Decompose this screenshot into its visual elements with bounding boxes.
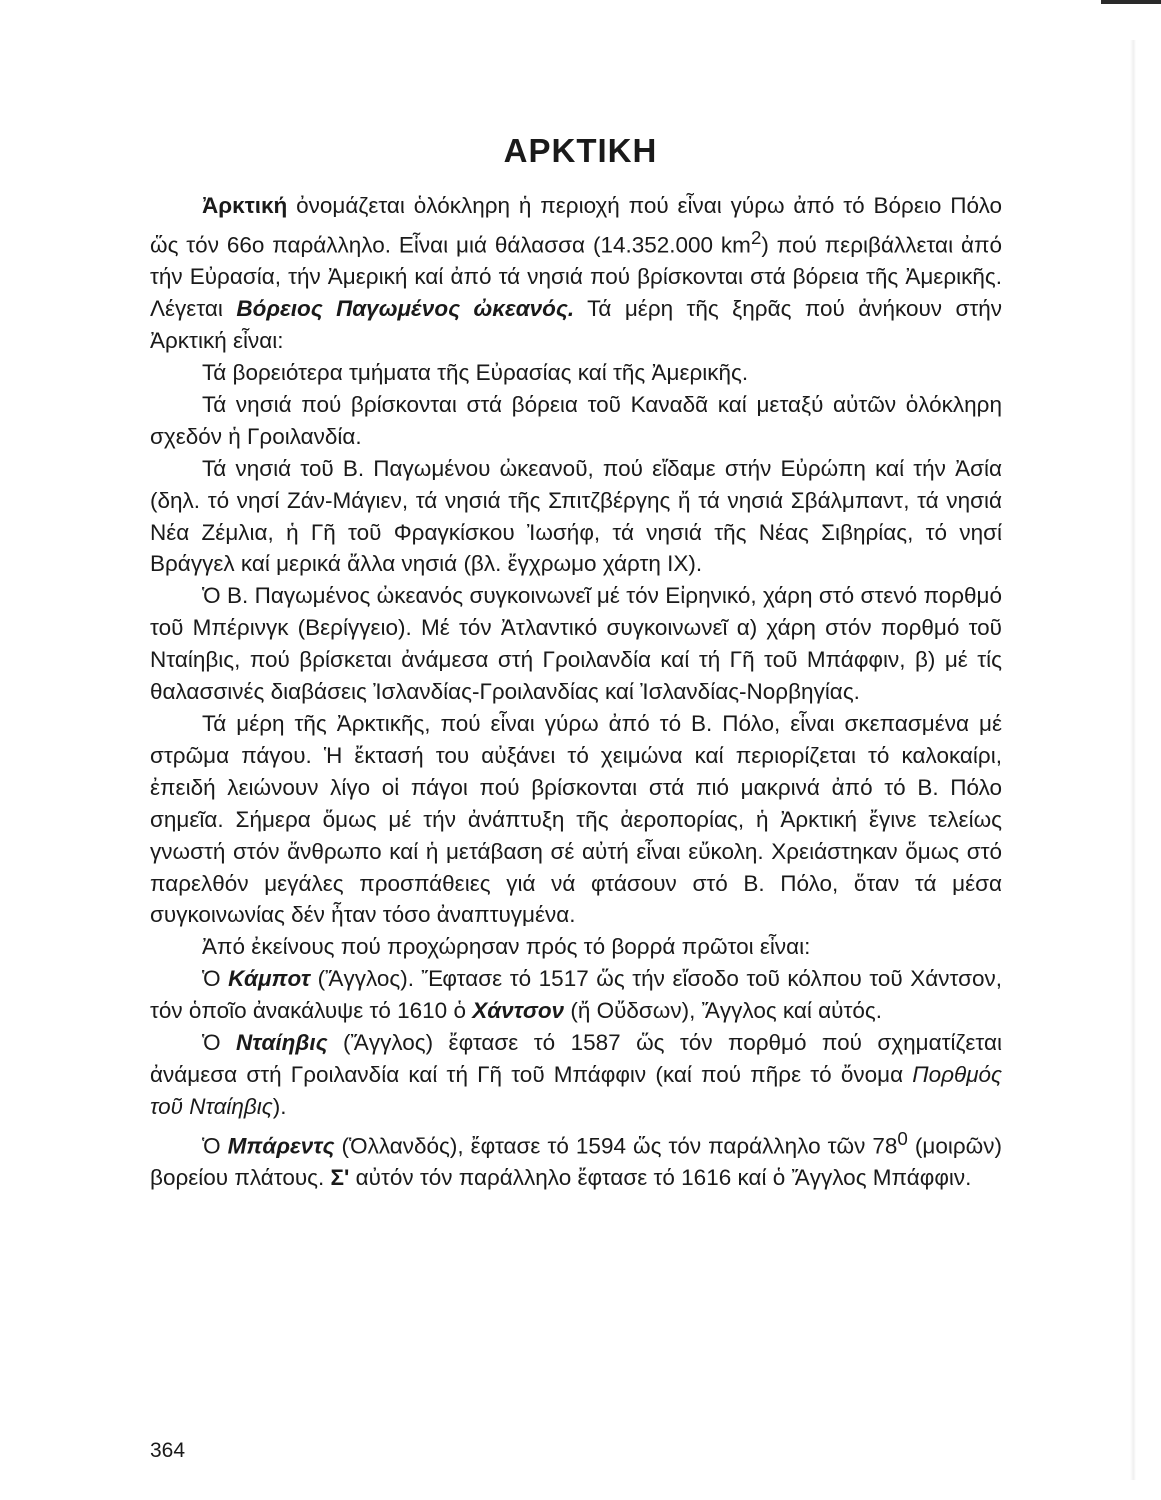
strait-name: Πορθμός τοῦ Νταίηβις bbox=[150, 1061, 1002, 1119]
text-span: (Ὁλλανδός), ἔφτασε τό 1594 ὥς τόν παράλληλο τῶν 78 bbox=[334, 1133, 898, 1159]
page-edge-shadow bbox=[1130, 40, 1136, 1480]
scan-edge-mark bbox=[1101, 0, 1161, 4]
text-span: Ὁ bbox=[202, 1030, 237, 1056]
paragraph-explorers-intro: Ἀπό ἐκείνους πού προχώρησαν πρός τό βορρά πρῶτοι εἶναι: bbox=[202, 934, 811, 960]
paragraph-barents bbox=[150, 1123, 1002, 1194]
paragraph-ice: Τά μέρη τῆς Ἀρκτικῆς, πού εἶναι γύρω ἀπό τό Β. Πόλο, εἶναι σκεπασμένα μέ στρῶμα πάγου. Ἡ ἔκτασή του αὐξάνει τό χειμώνα καί περιορίζεται τό καλοκαίρι, ἐπειδή λειώνουν λίγο οἱ πάγοι πού βρίσκονται στά πιό μακρινά ἀπό τό Β. Πόλο σημεῖα. Σήμερα ὅμως μέ τήν ἀνάπτυξη τῆς ἀεροπορίας, ἡ Ἀρκτική ἔγινε τελείως γνωστή στόν ἄνθρωπο καί ἡ μετάβαση σέ αὐτή εἶναι εὔκολη. Χρειάστηκαν ὅμως στό παρελθόν μεγάλες προσπάθειες γιά νά φτάσουν στό Β. Πόλο, ὅταν τά μέσα συγκοινωνίας δέν ἦταν τόσο ἀναπτυγμένα. bbox=[150, 711, 1002, 928]
text-span: Τά μέρη τῆς ξηρᾶς πού ἀνήκουν στήν Ἀρκτική εἶναι: bbox=[150, 296, 1002, 354]
ocean-name: Βόρειος Παγωμένος ὠκεανός. bbox=[236, 296, 575, 322]
text-span: (Ἄγγλος) ἔφτασε τό 1587 ὥς τόν πορθμό πού σχηματίζεται ἀνάμεσα στή Γροιλανδία καί τή Γῆ τοῦ Μπάφφιν (καί πού πῆρε τό ὄνομα bbox=[150, 1030, 1002, 1087]
page-title: ΑΡΚΤΙΚΗ bbox=[503, 132, 658, 169]
text-span: Ὁ bbox=[202, 966, 229, 992]
text-span: (ἤ Οὔδσων), Ἄγγλος καί αὐτός. bbox=[564, 998, 882, 1024]
text-span: ). bbox=[272, 1093, 287, 1119]
paragraph-list-3: Τά νησιά τοῦ Β. Παγωμένου ὠκεανοῦ, πού εἴδαμε στήν Εὐρώπη καί τήν Ἀσία (δηλ. τό νησί Ζάν-Μάγιεν, τά νησιά τῆς Σπιτζβέργης ἤ τά νησιά Σβάλμπαντ, τά νησιά Νέα Ζέμλια, ἡ Γῆ τοῦ Φραγκίσκου Ἰωσήφ, τά νησιά τῆς Νέας Σιβηρίας, τό νησί Βράγγελ καί μερικά ἄλλα νησιά (βλ. ἔγχρωμο χάρτη ΙΧ). bbox=[150, 455, 1002, 577]
paragraph-list-2: Τά νησιά πού βρίσκονται στά βόρεια τοῦ Καναδᾶ καί μεταξύ αὐτῶν ὁλόκληρη σχεδόν ἡ Γροιλανδία. bbox=[150, 391, 1002, 449]
text-span: (μοιρῶν) βορείου πλάτους. bbox=[150, 1133, 1002, 1191]
superscript: 2 bbox=[750, 226, 762, 248]
explorer-name: Χάντσον bbox=[472, 998, 565, 1024]
text-span: Ὁ bbox=[202, 1133, 228, 1159]
text-span: Σ' bbox=[330, 1165, 350, 1191]
paragraph-list-1: Τά βορειότερα τμήματα τῆς Εὐρασίας καί τῆς Ἀμερικῆς. bbox=[202, 360, 749, 386]
text-span: ὀνομάζεται ὁλόκληρη ἡ περιοχή πού εἶναι γύρω ἀπό τό Βόρειο Πόλο ὥς τόν 66ο παράλληλο. Εἶναι μιά θάλασσα (14.352.000 km bbox=[150, 193, 1002, 258]
paragraph-davis bbox=[150, 1027, 1002, 1123]
text-span: αὐτόν τόν παράλληλο ἔφτασε τό 1616 καί ὁ Ἄγγλος Μπάφφιν. bbox=[349, 1165, 972, 1191]
text-span: ) πού περιβάλλεται ἀπό τήν Εὐρασία, τήν Ἀμερική καί ἀπό τά νησιά πού βρίσκονται στά βόρεια τῆς Ἀμερικῆς. Λέγεται bbox=[150, 232, 1002, 322]
body-text bbox=[150, 190, 1002, 1194]
explorer-name: Μπάρεντς bbox=[227, 1133, 335, 1159]
explorer-name: Κάμποτ bbox=[228, 966, 311, 992]
text-span: (Ἄγγλος). Ἔφτασε τό 1517 ὥς τήν εἴσοδο τοῦ κόλπου τοῦ Χάντσον, τόν ὁποῖο ἀνακάλυψε τό 1610 ὁ bbox=[150, 966, 1002, 1024]
term-arktiki: Ἀρκτική bbox=[202, 193, 288, 218]
page-number: 364 bbox=[150, 1439, 186, 1462]
explorer-name: Νταίηβις bbox=[236, 1030, 328, 1056]
paragraph-intro bbox=[150, 190, 1002, 357]
superscript: 0 bbox=[897, 1127, 908, 1149]
paragraph-cabot bbox=[150, 963, 1002, 1027]
paragraph-connections: Ὁ Β. Παγωμένος ὠκεανός συγκοινωνεῖ μέ τόν Εἰρηνικό, χάρη στό στενό πορθμό τοῦ Μπέρινγκ (Βερίγγειο). Μέ τόν Ἀτλαντικό συγκοινωνεῖ α) χάρη στόν πορθμό τοῦ Νταίηβις, πού βρίσκεται ἀνάμεσα στή Γροιλανδία καί τή Γῆ τοῦ Μπάφφιν, β) μέ τίς θαλασσινές διαβάσεις Ἰσλανδίας-Γροιλανδίας καί Ἰσλανδίας-Νορβηγίας. bbox=[150, 583, 1002, 705]
